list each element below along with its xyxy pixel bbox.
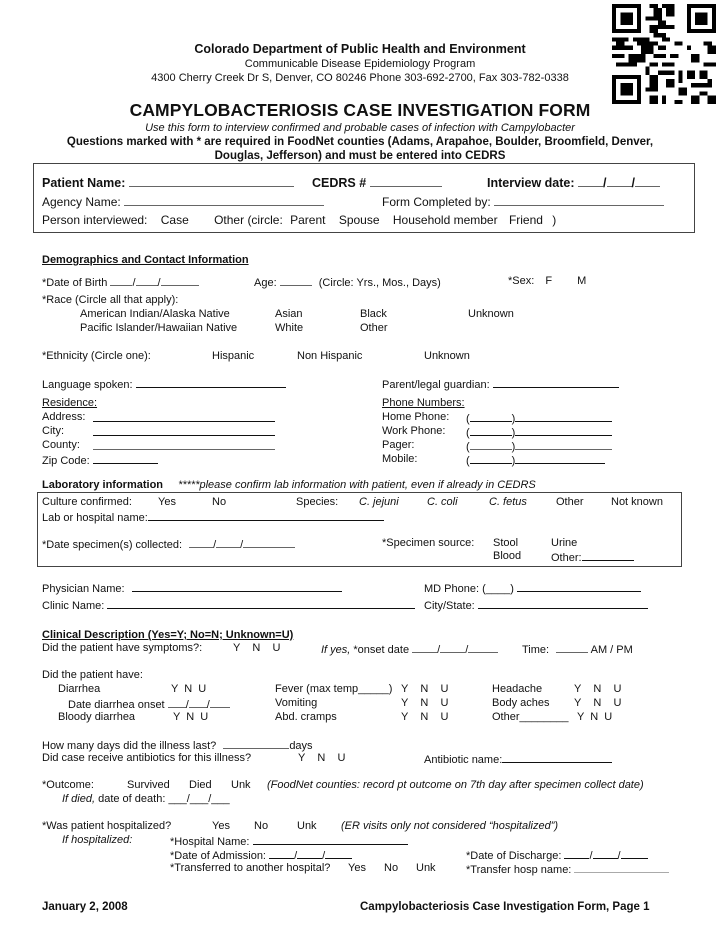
species-option[interactable]: C. jejuni [359,496,399,508]
did-have-label: Did the patient have: [42,669,143,681]
race-option[interactable]: Asian [275,308,303,320]
agency-name-label: Agency Name: [42,195,121,209]
onset-day[interactable] [440,642,465,653]
abd-cramps-ynu[interactable]: Y N U [401,711,449,723]
completed-by-field[interactable] [494,195,664,206]
language-field[interactable] [136,377,286,388]
sex-option-m[interactable]: M [577,275,587,287]
cedrs-field[interactable] [370,176,442,187]
vomiting-ynu[interactable]: Y N U [401,697,449,709]
other-symptom-label[interactable]: Other________ [492,711,569,723]
race-option[interactable]: Black [360,308,387,320]
address-field[interactable] [93,411,275,422]
if-hospitalized-label: If hospitalized: [62,834,133,846]
source-other-field[interactable] [582,550,634,561]
md-phone-field[interactable] [517,581,641,592]
specimen-source-label: *Specimen source: [382,537,475,549]
required-note-2: Douglas, Jefferson) and must be entered into CEDRS [214,150,506,162]
age-label: Age: [254,277,277,289]
city-state-label: City/State: [424,600,475,612]
work-phone-area[interactable] [470,425,512,436]
hospitalized-note: (ER visits only not considered “hospitalized”) [341,820,559,832]
page-title: CAMPYLOBACTERIOSIS CASE INVESTIGATION FORM [129,100,591,120]
if-yes-label: If yes, [321,644,351,656]
onset-label: *onset date [353,644,410,656]
time-field[interactable] [556,642,588,653]
ethnicity-option[interactable]: Hispanic [212,350,255,362]
diarrhea-onset-month[interactable] [168,697,186,708]
abd-cramps-label: Abd. cramps [275,711,337,723]
other-circle-label: Other (circle: [214,213,283,227]
hospital-name-field[interactable] [253,834,408,845]
days-field[interactable] [223,738,289,749]
discharge-label: *Date of Discharge: [466,850,562,862]
source-blood[interactable]: Blood [493,550,522,562]
lab-name-field[interactable] [148,510,384,521]
body-aches-label: Body aches [492,697,550,709]
hospitalized-no[interactable]: No [254,820,269,832]
pager-label: Pager: [382,439,415,451]
pager-area[interactable] [470,439,512,450]
antibiotic-name-label: Antibiotic name: [424,754,503,766]
culture-no[interactable]: No [212,496,227,508]
footer-date: January 2, 2008 [42,901,128,913]
interview-date-label: Interview date: [487,176,575,190]
outcome-survived[interactable]: Survived [127,779,170,791]
antibiotics-label: Did case receive antibiotics for this illness? [42,752,252,764]
option-spouse[interactable]: Spouse [338,213,380,227]
dob-year[interactable] [161,275,199,286]
city-state-field[interactable] [478,598,648,609]
admission-month[interactable] [269,848,294,859]
transfer-name-label: *Transfer hosp name: [466,864,572,876]
residence-heading: Residence: [42,397,98,409]
transferred-no[interactable]: No [384,862,399,874]
interview-date-day[interactable] [607,176,632,187]
am-pm-option[interactable]: AM / PM [590,644,633,656]
md-phone-label: MD Phone: (____) [424,583,514,595]
age-units[interactable]: (Circle: Yrs., Mos., Days) [318,277,441,289]
patient-name-label: Patient Name: [42,176,126,190]
date-collected-label: *Date specimen(s) collected: [42,539,183,551]
interview-date-year[interactable] [635,176,660,187]
race-label: *Race (Circle all that apply): [42,294,179,306]
fever-label: Fever (max temp_____) [275,683,393,695]
interview-date-month[interactable] [578,176,603,187]
hospitalized-unk[interactable]: Unk [297,820,317,832]
org-address: 4300 Cherry Creek Dr S, Denver, CO 80246 Phone 303-692-2700, Fax 303-782-0338 [151,72,569,84]
diarrhea-onset-year[interactable] [210,697,230,708]
transferred-yes[interactable]: Yes [348,862,366,874]
transferred-unk[interactable]: Unk [416,862,436,874]
program-name: Communicable Disease Epidemiology Program [244,58,476,70]
other-symptom-ynu[interactable]: Y N U [577,711,613,723]
home-phone-label: Home Phone: [382,411,450,423]
age-field[interactable] [280,275,312,286]
guardian-label: Parent/legal guardian: [382,379,490,391]
home-phone-area[interactable] [470,411,512,422]
discharge-year[interactable] [621,848,648,859]
cedrs-label: CEDRS # [312,176,367,190]
city-field[interactable] [93,425,275,436]
diarrhea-onset-label: Date diarrhea onset [68,699,165,711]
agency-name-field[interactable] [124,195,324,206]
mobile-number[interactable] [515,453,605,464]
symptoms-ynu[interactable]: Y N U [233,642,281,654]
option-parent[interactable]: Parent [290,213,326,227]
admission-day[interactable] [297,848,322,859]
antibiotic-name-field[interactable] [502,752,612,763]
guardian-field[interactable] [493,377,619,388]
admission-year[interactable] [325,848,352,859]
phone-heading: Phone Numbers: [382,397,465,409]
species-option[interactable]: Other [556,496,584,508]
bloody-diarrhea-ynu[interactable]: Y N U [173,711,209,723]
discharge-day[interactable] [593,848,618,859]
onset-month[interactable] [412,642,437,653]
work-phone-number[interactable] [515,425,612,436]
demographics-heading: Demographics and Contact Information [42,254,249,266]
collected-year[interactable] [243,537,295,548]
onset-year[interactable] [468,642,498,653]
physician-name-label: Physician Name: [42,583,125,595]
days-unit: days [289,740,313,752]
headache-label: Headache [492,683,543,695]
ethnicity-label: *Ethnicity (Circle one): [42,350,151,362]
dob-month[interactable] [110,275,132,286]
outcome-unk[interactable]: Unk [231,779,251,791]
mobile-label: Mobile: [382,453,418,465]
dob-label: *Date of Birth [42,277,108,289]
sex-label: *Sex: [508,275,535,287]
org-name: Colorado Department of Public Health and Environment [194,42,526,56]
date-of-death-field[interactable]: ___/___/___ [168,793,230,805]
headache-ynu[interactable]: Y N U [574,683,622,695]
patient-name-field[interactable] [129,176,294,187]
race-option[interactable]: Other [360,322,388,334]
symptoms-label: Did the patient have symptoms?: [42,642,203,654]
zip-field[interactable] [93,453,158,464]
discharge-month[interactable] [564,848,589,859]
lab-name-label: Lab or hospital name: [42,512,148,524]
race-option[interactable]: White [275,322,304,334]
physician-name-field[interactable] [132,581,342,592]
option-household-member[interactable]: Household member [392,213,498,227]
diarrhea-onset-day[interactable] [189,697,207,708]
clinic-name-label: Clinic Name: [42,600,105,612]
body-aches-ynu[interactable]: Y N U [574,697,622,709]
transfer-name-field[interactable] [574,862,669,873]
date-of-death-label: date of death: [98,793,166,805]
option-case[interactable]: Case [160,213,189,227]
source-urine[interactable]: Urine [551,537,578,549]
sex-option-f[interactable]: F [545,275,553,287]
race-option[interactable]: Pacific Islander/Hawaiian Native [80,322,238,334]
race-option[interactable]: Unknown [468,308,514,320]
species-option[interactable]: C. fetus [489,496,527,508]
outcome-died[interactable]: Died [189,779,212,791]
if-died-label: If died, [62,793,96,805]
transferred-label: *Transferred to another hospital? [170,862,331,874]
city-label: City: [42,425,64,437]
dob-day[interactable] [136,275,158,286]
zip-label: Zip Code: [42,455,90,467]
language-label: Language spoken: [42,379,133,391]
species-option[interactable]: Not known [611,496,663,508]
diarrhea-label: Diarrhea [58,683,101,695]
completed-by-label: Form Completed by: [382,195,491,209]
vomiting-label: Vomiting [275,697,318,709]
person-interviewed-label: Person interviewed: [42,213,148,227]
species-label: Species: [296,496,339,508]
race-option[interactable]: American Indian/Alaska Native [80,308,230,320]
option-friend[interactable]: Friend [508,213,543,227]
culture-yes[interactable]: Yes [158,496,176,508]
antibiotics-ynu[interactable]: Y N U [298,752,346,764]
ethnicity-option[interactable]: Non Hispanic [297,350,363,362]
required-note-1: Questions marked with * are required in FoodNet counties (Adams, Arapahoe, Boulder, Broomfield, Denver, [66,136,654,148]
clinical-heading: Clinical Description (Yes=Y; No=N; Unknown=U) [42,629,294,641]
ethnicity-option[interactable]: Unknown [424,350,470,362]
work-phone-label: Work Phone: [382,425,446,437]
time-label: Time: [522,644,550,656]
clinic-name-field[interactable] [107,598,415,609]
species-option[interactable]: C. coli [427,496,458,508]
county-field[interactable] [93,439,275,450]
mobile-area[interactable] [470,453,512,464]
collected-day[interactable] [216,537,240,548]
culture-label: Culture confirmed: [42,496,132,508]
source-stool[interactable]: Stool [493,537,519,549]
county-label: County: [42,439,80,451]
days-label: How many days did the illness last? [42,740,217,752]
bloody-diarrhea-label: Bloody diarrhea [58,711,136,723]
source-other-label: Other: [551,552,582,564]
hospitalized-label: *Was patient hospitalized? [42,820,172,832]
home-phone-number[interactable] [515,411,612,422]
outcome-label: *Outcome: [42,779,94,791]
collected-month[interactable] [189,537,213,548]
diarrhea-ynu[interactable]: Y N U [171,683,207,695]
admission-label: *Date of Admission: [170,850,266,862]
form-subtitle: Use this form to interview confirmed and probable cases of infection with Campylobacter [145,122,575,134]
address-label: Address: [42,411,86,423]
lab-note: *****please confirm lab information with patient, even if already in CEDRS [178,479,536,491]
hospitalized-yes[interactable]: Yes [212,820,230,832]
person-interviewed-row: Person interviewed: Case Other (circle: Parent Spouse Household member Friend ) [42,213,557,227]
lab-heading: Laboratory information [42,479,164,491]
pager-number[interactable] [515,439,612,450]
footer-page: Campylobacteriosis Case Investigation Form, Page 1 [360,901,650,913]
outcome-note: (FoodNet counties: record pt outcome on 7th day after specimen collect date) [267,779,644,791]
hospital-name-label: *Hospital Name: [170,836,250,848]
fever-ynu[interactable]: Y N U [401,683,449,695]
